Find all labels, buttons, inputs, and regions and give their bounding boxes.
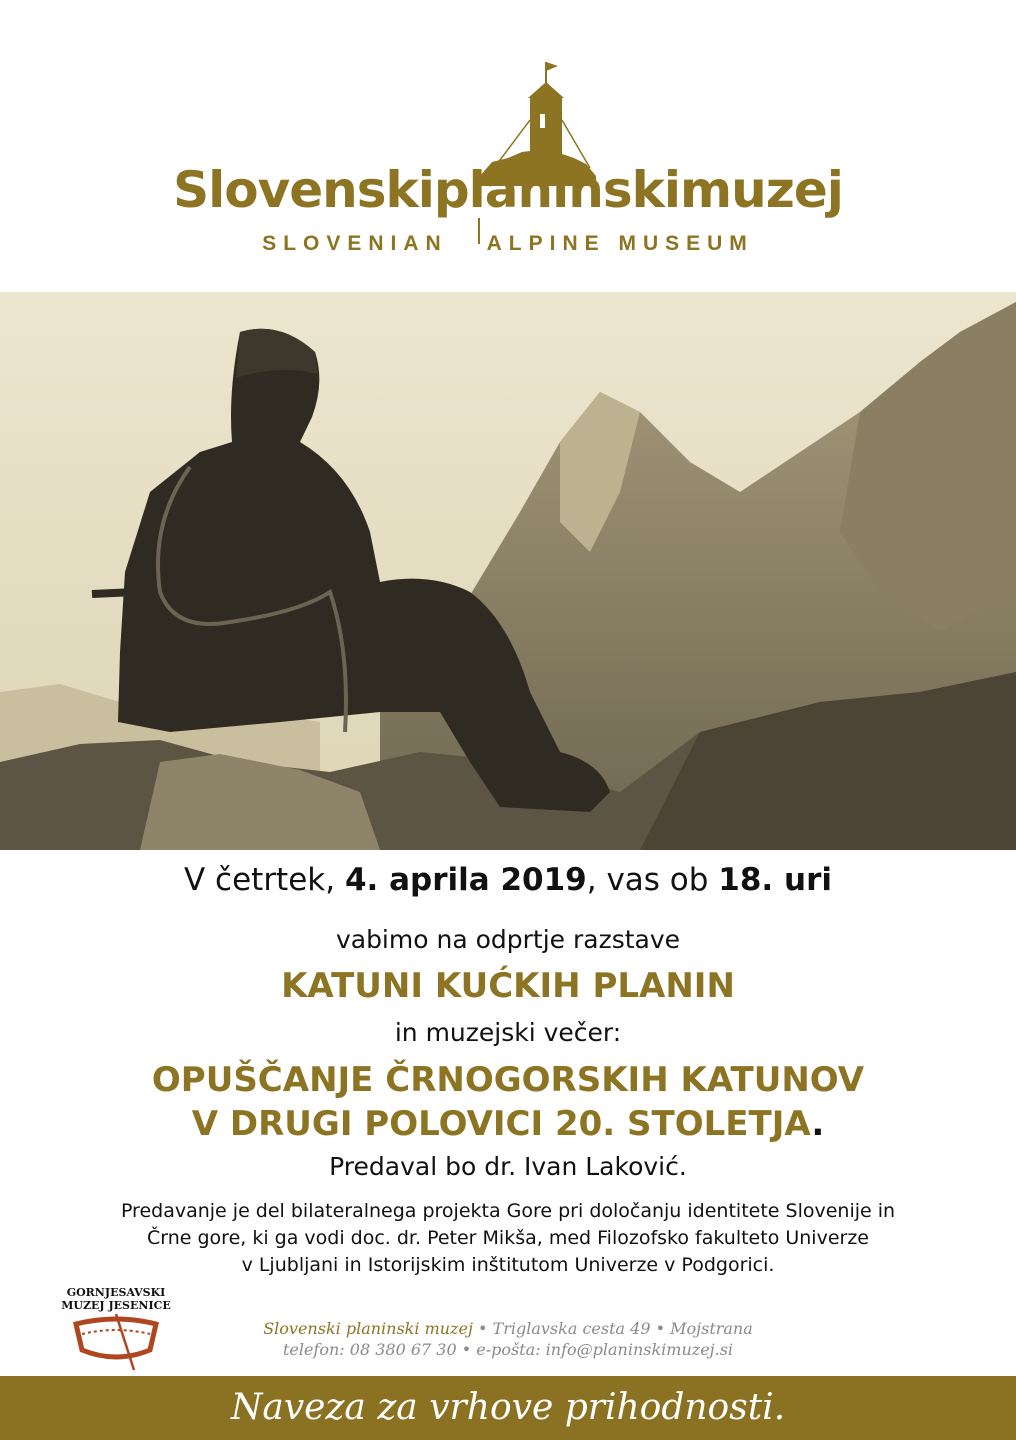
logo-word-planinski: planinski [433,161,681,219]
footer-slogan: Naveza za vrhove prihodnosti. [230,1387,786,1428]
partner-logo-line1: GORNJESAVSKI [66,1286,166,1299]
logo-subtitle-left: SLOVENIAN [262,232,448,255]
evening-text: in muzejski večer: [394,1018,622,1047]
date-prefix: V četrtek, [183,862,345,898]
contact-address: Triglavska cesta 49 [492,1319,651,1338]
lecture-title-line2-wrap [0,1102,1016,1146]
contact-email-link[interactable]: e-pošta: info@planinskimuzej.si [476,1340,734,1359]
description-line1: Predavanje je del bilateralnega projekta Gore pri določanju identitete Slovenije in [120,1200,896,1222]
footer-bar [0,1376,1016,1440]
description-line2: Črne gore, ki ga vodi doc. dr. Peter Mikša, med Filozofsko fakulteto Univerze [146,1227,869,1249]
lecture-title-end: . [811,1104,825,1144]
museum-wordmark [0,160,1016,220]
contact-separator: • [478,1319,488,1338]
date-mid: , vas ob [586,862,719,898]
lecture-title [0,1058,1016,1146]
logo-word-muzej: muzej [680,161,843,219]
logo-word-slovenski: Slovenski [173,161,434,219]
contact-line2 [0,1339,1016,1360]
partner-logo-line2: MUZEJ JESENICE [61,1299,171,1312]
contact-separator: • [461,1340,472,1359]
lecture-title-line2: V DRUGI POLOVICI 20. STOLETJA [191,1104,812,1144]
contact-separator: • [655,1319,666,1338]
contact-info [0,1318,1016,1360]
contact-line1 [0,1318,1016,1339]
event-date: 4. aprila 2019 [344,862,587,898]
exhibition-title: KATUNI KUĆKIH PLANIN [281,966,735,1006]
invite-text: vabimo na odprtje razstave [335,925,681,954]
description [0,1198,1016,1279]
lecture-title-line1: OPUŠČANJE ČRNOGORSKIH KATUNOV [151,1060,865,1100]
contact-museum-name: Slovenski planinski muzej [263,1319,473,1338]
mountaineer-photo [0,292,1016,850]
contact-phone: telefon: 08 380 67 30 [282,1340,457,1359]
contact-town: Mojstrana [670,1319,753,1338]
event-date-line [0,862,1016,898]
logo-subtitle [0,232,1016,256]
event-time: 18. uri [718,862,832,898]
logo-subtitle-right: ALPINE MUSEUM [486,232,754,255]
lecturer-text: Predaval bo dr. Ivan Laković. [329,1152,687,1181]
description-line3: v Ljubljani in Istorijskim inštitutom Univerze v Podgorici. [241,1254,775,1276]
